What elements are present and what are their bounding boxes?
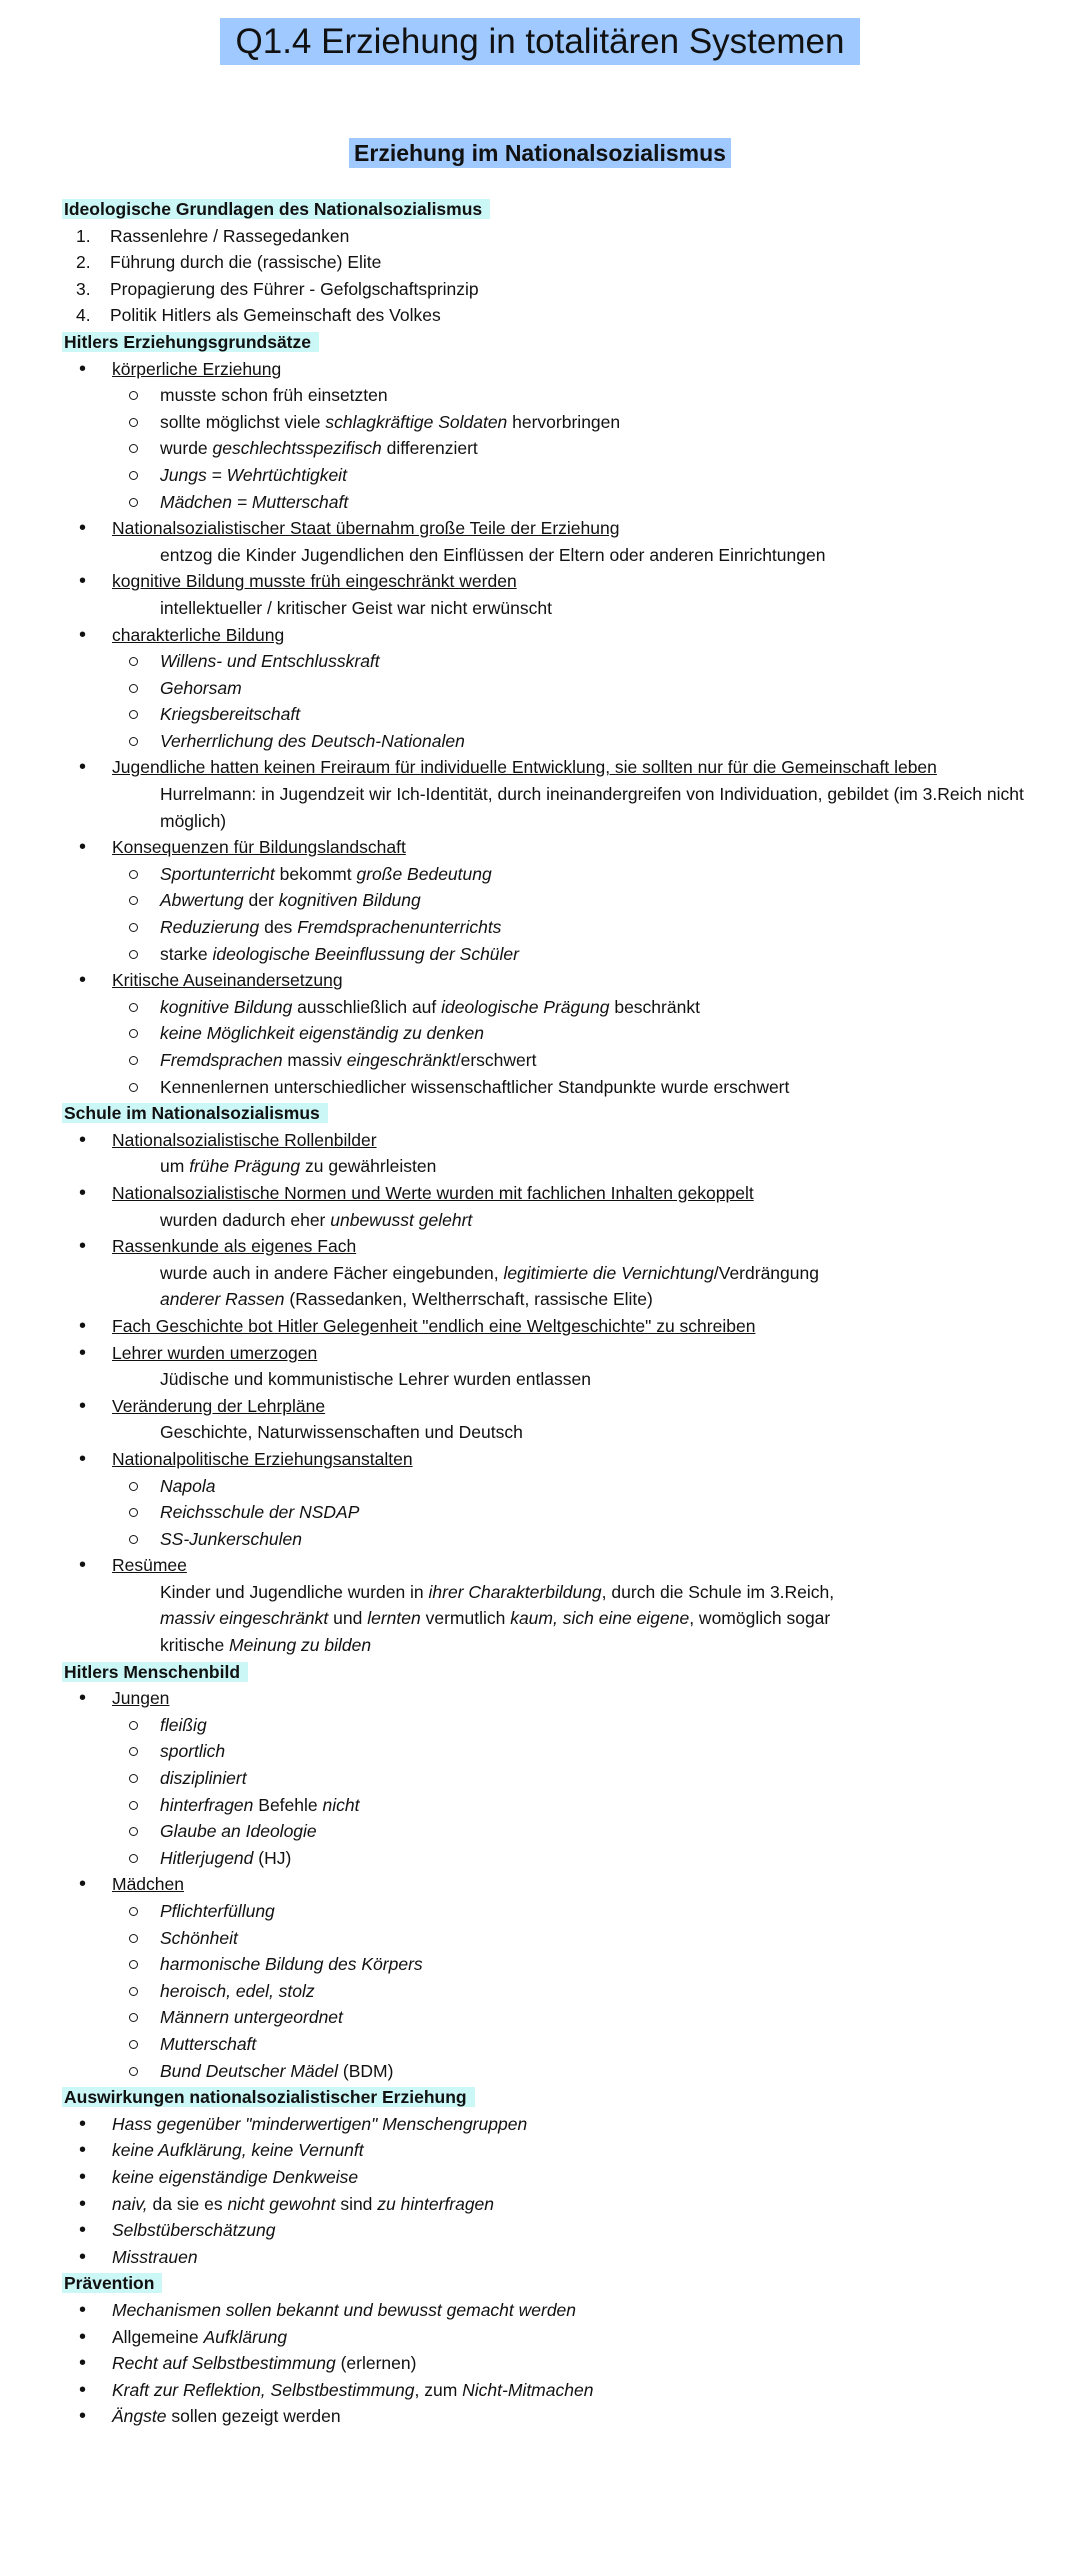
italic-text: geschlechtsspezifisch xyxy=(212,438,382,459)
bullet-heading: charakterliche Bildung xyxy=(112,624,285,645)
text: massiv xyxy=(282,1050,347,1070)
italic-text: Napola xyxy=(160,1475,216,1496)
italic-text: Kraft zur Reflektion, Selbstbestimmung xyxy=(112,2379,415,2400)
italic-text: naiv, xyxy=(112,2193,148,2214)
italic-text: Mechanismen sollen bekannt und bewusst gemacht werden xyxy=(112,2299,577,2320)
italic-text: keine Aufklärung, keine Vernunft xyxy=(112,2140,364,2161)
document-body xyxy=(62,196,1062,2430)
italic-text: heroisch, edel, stolz xyxy=(160,1980,315,2001)
bullet-item xyxy=(62,2111,1062,2138)
italic-text: ihrer Charakterbildung xyxy=(428,1581,602,1602)
bullet-heading: körperliche Erziehung xyxy=(112,358,282,379)
italic-text: schlagkräftige Soldaten xyxy=(325,411,508,432)
indented-note xyxy=(62,595,1062,622)
bullet-heading: Rassenkunde als eigenes Fach xyxy=(112,1236,357,1257)
text: beschränkt xyxy=(609,996,700,1017)
italic-text: ideologische Beeinflussung der Schüler xyxy=(212,943,519,964)
bullet-heading: Jugendliche hatten keinen Freiraum für individuelle Entwicklung, sie sollten nur für die Gemeinschaft leben xyxy=(112,757,937,778)
bullet-item xyxy=(62,568,1062,595)
numbered-item xyxy=(62,302,1062,329)
italic-text: Fremdsprachen xyxy=(160,1050,283,1070)
text: wurde auch in andere Fächer eingebunden, xyxy=(160,1262,504,1283)
bullet-item xyxy=(62,2137,1062,2164)
heading-label: Ideologische Grundlagen des Nationalsozialismus xyxy=(62,199,490,219)
section-heading xyxy=(62,329,1062,356)
heading-label: Schule im Nationalsozialismus xyxy=(62,1103,328,1123)
text: wurde xyxy=(160,438,213,459)
heading-label: Auswirkungen nationalsozialistischer Erziehung xyxy=(62,2087,475,2107)
italic-text: fleißig xyxy=(160,1714,207,1735)
italic-text: legitimierte die Vernichtung xyxy=(503,1262,714,1283)
sub-bullet-item xyxy=(62,1978,1062,2005)
bullet-item xyxy=(62,2324,1062,2351)
italic-text: Mädchen = Mutterschaft xyxy=(160,491,349,512)
indented-note xyxy=(62,1605,1062,1632)
bullet-heading: Konsequenzen für Bildungslandschaft xyxy=(112,837,406,858)
italic-text: anderer Rassen xyxy=(160,1289,285,1310)
bullet-heading: Kritische Auseinandersetzung xyxy=(112,970,343,991)
sub-bullet-item xyxy=(62,675,1062,702)
bullet-item xyxy=(62,1446,1062,1473)
sub-bullet-item xyxy=(62,2004,1062,2031)
italic-text: frühe Prägung xyxy=(189,1156,301,1177)
italic-text: hinterfragen xyxy=(160,1794,254,1815)
indented-note xyxy=(62,1579,1062,1606)
bullet-item xyxy=(62,1313,1062,1340)
sub-bullet-item xyxy=(62,994,1062,1021)
italic-text: große Bedeutung xyxy=(356,863,492,884)
sub-bullet-item xyxy=(62,1925,1062,1952)
bullet-heading: Mädchen xyxy=(112,1874,184,1895)
italic-text: Hitlerjugend xyxy=(160,1847,254,1868)
bullet-item xyxy=(62,834,1062,861)
heading-label: Hitlers Erziehungsgrundsätze xyxy=(62,332,319,352)
sub-bullet-item xyxy=(62,462,1062,489)
italic-text: Sportunterricht xyxy=(160,863,275,884)
text: zu gewährleisten xyxy=(300,1156,437,1177)
italic-text: Pflichterfüllung xyxy=(160,1901,275,1921)
bullet-item xyxy=(62,2403,1062,2430)
italic-text: keine Möglichkeit eigenständig zu denken xyxy=(160,1023,484,1044)
bullet-heading: Nationalsozialistische Normen und Werte wurden mit fachlichen Inhalten gekoppelt xyxy=(112,1182,754,1203)
numbered-item xyxy=(62,223,1062,250)
text: differenziert xyxy=(381,438,478,459)
bullet-item xyxy=(62,2164,1062,2191)
bullet-item xyxy=(62,2244,1062,2271)
item-text: Rassenlehre / Rassegedanken xyxy=(110,225,350,246)
bullet-heading: Jungen xyxy=(112,1688,170,1709)
text: Kennenlernen unterschiedlicher wissenschaftlicher Standpunkte wurde erschwert xyxy=(160,1076,790,1097)
text: /Verdrängung xyxy=(713,1262,819,1283)
item-number: 3. xyxy=(76,278,91,299)
item-text: Politik Hitlers als Gemeinschaft des Volkes xyxy=(110,305,441,326)
indented-note xyxy=(62,1207,1062,1234)
sub-bullet-item xyxy=(62,941,1062,968)
indented-note xyxy=(62,1632,1062,1659)
italic-text: Abwertung xyxy=(160,890,244,911)
item-number: 2. xyxy=(76,252,91,273)
text: Jüdische und kommunistische Lehrer wurden entlassen xyxy=(160,1369,591,1390)
bullet-item xyxy=(62,2191,1062,2218)
italic-text: Reduzierung xyxy=(160,917,260,938)
sub-bullet-item xyxy=(62,1473,1062,1500)
sub-bullet-item xyxy=(62,914,1062,941)
sub-bullet-item xyxy=(62,861,1062,888)
italic-text: Verherrlichung des Deutsch-Nationalen xyxy=(160,730,465,751)
text: des xyxy=(259,917,298,938)
text: , zum xyxy=(414,2379,463,2400)
italic-text: harmonische Bildung des Körpers xyxy=(160,1954,423,1975)
sub-bullet-item xyxy=(62,1712,1062,1739)
bullet-heading: kognitive Bildung musste früh eingeschränkt werden xyxy=(112,571,517,592)
bullet-item xyxy=(62,1180,1062,1207)
bullet-item xyxy=(62,1127,1062,1154)
text: intellektueller / kritischer Geist war nicht erwünscht xyxy=(160,597,552,618)
heading-label: Hitlers Menschenbild xyxy=(62,1662,248,1682)
italic-text: kognitive Bildung xyxy=(160,996,293,1017)
text: wurden dadurch eher xyxy=(160,1209,331,1230)
italic-text: Nicht-Mitmachen xyxy=(462,2379,594,2400)
sub-bullet-item xyxy=(62,1047,1062,1074)
italic-text: Ängste xyxy=(112,2406,167,2427)
text: hervorbringen xyxy=(507,411,621,432)
sub-bullet-item xyxy=(62,1898,1062,1925)
italic-text: keine eigenständige Denkweise xyxy=(112,2166,359,2187)
italic-text: Meinung zu bilden xyxy=(229,1635,372,1656)
heading-label: Prävention xyxy=(62,2273,162,2293)
sub-bullet-item xyxy=(62,1845,1062,1872)
sub-bullet-item xyxy=(62,648,1062,675)
italic-text: Mutterschaft xyxy=(160,2033,257,2054)
bullet-item xyxy=(62,2217,1062,2244)
text: entzog die Kinder Jugendlichen den Einflüssen der Eltern oder anderen Einrichtungen xyxy=(160,544,826,565)
indented-note xyxy=(62,1366,1062,1393)
italic-text: kognitiven Bildung xyxy=(278,890,421,911)
text: der xyxy=(243,890,279,911)
sub-bullet-item xyxy=(62,1074,1062,1101)
section-heading xyxy=(62,1659,1062,1686)
text: /erschwert xyxy=(455,1050,537,1070)
sub-bullet-item xyxy=(62,2058,1062,2085)
italic-text: kaum, sich eine eigene xyxy=(510,1608,690,1629)
italic-text: Reichsschule der NSDAP xyxy=(160,1502,360,1523)
indented-note xyxy=(62,542,1062,569)
text: Befehle xyxy=(253,1794,323,1815)
italic-text: Kriegsbereitschaft xyxy=(160,704,301,725)
italic-text: sportlich xyxy=(160,1741,226,1762)
section-heading xyxy=(62,196,1062,223)
text: ausschließlich auf xyxy=(292,996,442,1017)
italic-text: nicht gewohnt xyxy=(227,2193,336,2214)
text: Kinder und Jugendliche wurden in xyxy=(160,1581,429,1602)
numbered-item xyxy=(62,249,1062,276)
bullet-item xyxy=(62,1871,1062,1898)
bullet-heading: Lehrer wurden umerzogen xyxy=(112,1342,318,1363)
text: , durch die Schule im 3.Reich, xyxy=(601,1581,835,1602)
italic-text: Fremdsprachenunterrichts xyxy=(297,917,502,938)
bullet-item xyxy=(62,1393,1062,1420)
bullet-item xyxy=(62,1233,1062,1260)
bullet-heading: Nationalpolitische Erziehungsanstalten xyxy=(112,1448,413,1469)
bullet-item xyxy=(62,2297,1062,2324)
text: sind xyxy=(335,2193,378,2214)
document-title: Q1.4 Erziehung in totalitären Systemen xyxy=(0,22,1080,62)
sub-bullet-item xyxy=(62,701,1062,728)
italic-text: Selbstüberschätzung xyxy=(112,2220,276,2241)
text: sollte möglichst viele xyxy=(160,411,326,432)
italic-text: Glaube an Ideologie xyxy=(160,1821,317,1842)
italic-text: diszipliniert xyxy=(160,1768,247,1789)
sub-bullet-item xyxy=(62,382,1062,409)
bullet-item xyxy=(62,515,1062,542)
indented-note xyxy=(62,781,1062,834)
bullet-heading: Nationalsozialistischer Staat übernahm große Teile der Erziehung xyxy=(112,518,620,539)
italic-text: Willens- und Entschlusskraft xyxy=(160,651,380,672)
text: bekommt xyxy=(274,863,357,884)
italic-text: Misstrauen xyxy=(112,2246,198,2267)
italic-text: Männern untergeordnet xyxy=(160,2007,343,2028)
italic-text: eingeschränkt xyxy=(346,1050,456,1070)
italic-text: nicht xyxy=(322,1794,360,1815)
item-number: 1. xyxy=(76,225,91,246)
indented-note xyxy=(62,1153,1062,1180)
bullet-item xyxy=(62,967,1062,994)
italic-text: Hass gegenüber "minderwertigen" Menschengruppen xyxy=(112,2113,528,2134)
italic-text: SS-Junkerschulen xyxy=(160,1528,303,1549)
italic-text: ideologische Prägung xyxy=(441,996,610,1017)
bullet-heading: Nationalsozialistische Rollenbilder xyxy=(112,1129,377,1150)
italic-text: zu hinterfragen xyxy=(377,2193,495,2214)
item-number: 4. xyxy=(76,305,91,326)
text: (HJ) xyxy=(253,1847,292,1868)
sub-bullet-item xyxy=(62,887,1062,914)
italic-text: Jungs = Wehrtüchtigkeit xyxy=(160,464,347,485)
bullet-heading: Resümee xyxy=(112,1555,187,1576)
text: Hurrelmann: in Jugendzeit wir Ich-Identität, durch ineinandergreifen von Individuation, gebildet (im 3.Reich nicht möglich) xyxy=(160,784,1024,831)
bullet-heading: Veränderung der Lehrpläne xyxy=(112,1395,326,1416)
bullet-item xyxy=(62,622,1062,649)
text: da sie es xyxy=(147,2193,228,2214)
italic-text: Schönheit xyxy=(160,1927,238,1948)
section-heading xyxy=(62,1100,1062,1127)
sub-bullet-item xyxy=(62,1951,1062,1978)
sub-bullet-item xyxy=(62,1499,1062,1526)
text: Allgemeine xyxy=(112,2326,204,2347)
italic-text: lernten xyxy=(367,1608,421,1629)
sub-bullet-item xyxy=(62,2031,1062,2058)
sub-bullet-item xyxy=(62,1765,1062,1792)
sub-bullet-item xyxy=(62,1020,1062,1047)
bullet-item xyxy=(62,2350,1062,2377)
text: (BDM) xyxy=(338,2060,394,2081)
sub-bullet-item xyxy=(62,1526,1062,1553)
text: um xyxy=(160,1156,190,1177)
text: , womöglich sogar xyxy=(689,1608,831,1629)
italic-text: Aufklärung xyxy=(203,2326,288,2347)
section-heading xyxy=(62,2084,1062,2111)
bullet-item xyxy=(62,1685,1062,1712)
italic-text: Recht auf Selbstbestimmung xyxy=(112,2353,336,2374)
text: vermutlich xyxy=(420,1608,511,1629)
bullet-heading: Fach Geschichte bot Hitler Gelegenheit "endlich eine Weltgeschichte" zu schreiben xyxy=(112,1315,756,1336)
text: (Rassedanken, Weltherrschaft, rassische Elite) xyxy=(284,1289,653,1310)
text: sollen gezeigt werden xyxy=(166,2406,341,2427)
bullet-item xyxy=(62,754,1062,781)
text: kritische xyxy=(160,1635,230,1656)
section-title: Erziehung im Nationalsozialismus xyxy=(0,140,1080,167)
text: starke xyxy=(160,943,213,964)
indented-note xyxy=(62,1286,1062,1313)
item-text: Führung durch die (rassische) Elite xyxy=(110,252,382,273)
text: Geschichte, Naturwissenschaften und Deutsch xyxy=(160,1422,523,1443)
italic-text: massiv eingeschränkt xyxy=(160,1608,329,1629)
text: und xyxy=(328,1608,368,1629)
sub-bullet-item xyxy=(62,1792,1062,1819)
sub-bullet-item xyxy=(62,435,1062,462)
italic-text: unbewusst gelehrt xyxy=(330,1209,473,1230)
indented-note xyxy=(62,1419,1062,1446)
bullet-item xyxy=(62,356,1062,383)
sub-bullet-item xyxy=(62,728,1062,755)
bullet-item xyxy=(62,1552,1062,1579)
numbered-item xyxy=(62,276,1062,303)
sub-bullet-item xyxy=(62,409,1062,436)
italic-text: Gehorsam xyxy=(160,677,242,698)
italic-text: Bund Deutscher Mädel xyxy=(160,2060,339,2081)
bullet-item xyxy=(62,1340,1062,1367)
text: (erlernen) xyxy=(335,2353,417,2374)
bullet-item xyxy=(62,2377,1062,2404)
text: musste schon früh einsetzten xyxy=(160,385,388,406)
sub-bullet-item xyxy=(62,1738,1062,1765)
item-text: Propagierung des Führer - Gefolgschaftsprinzip xyxy=(110,278,479,299)
section-heading xyxy=(62,2270,1062,2297)
sub-bullet-item xyxy=(62,1818,1062,1845)
indented-note xyxy=(62,1260,1062,1287)
sub-bullet-item xyxy=(62,489,1062,516)
